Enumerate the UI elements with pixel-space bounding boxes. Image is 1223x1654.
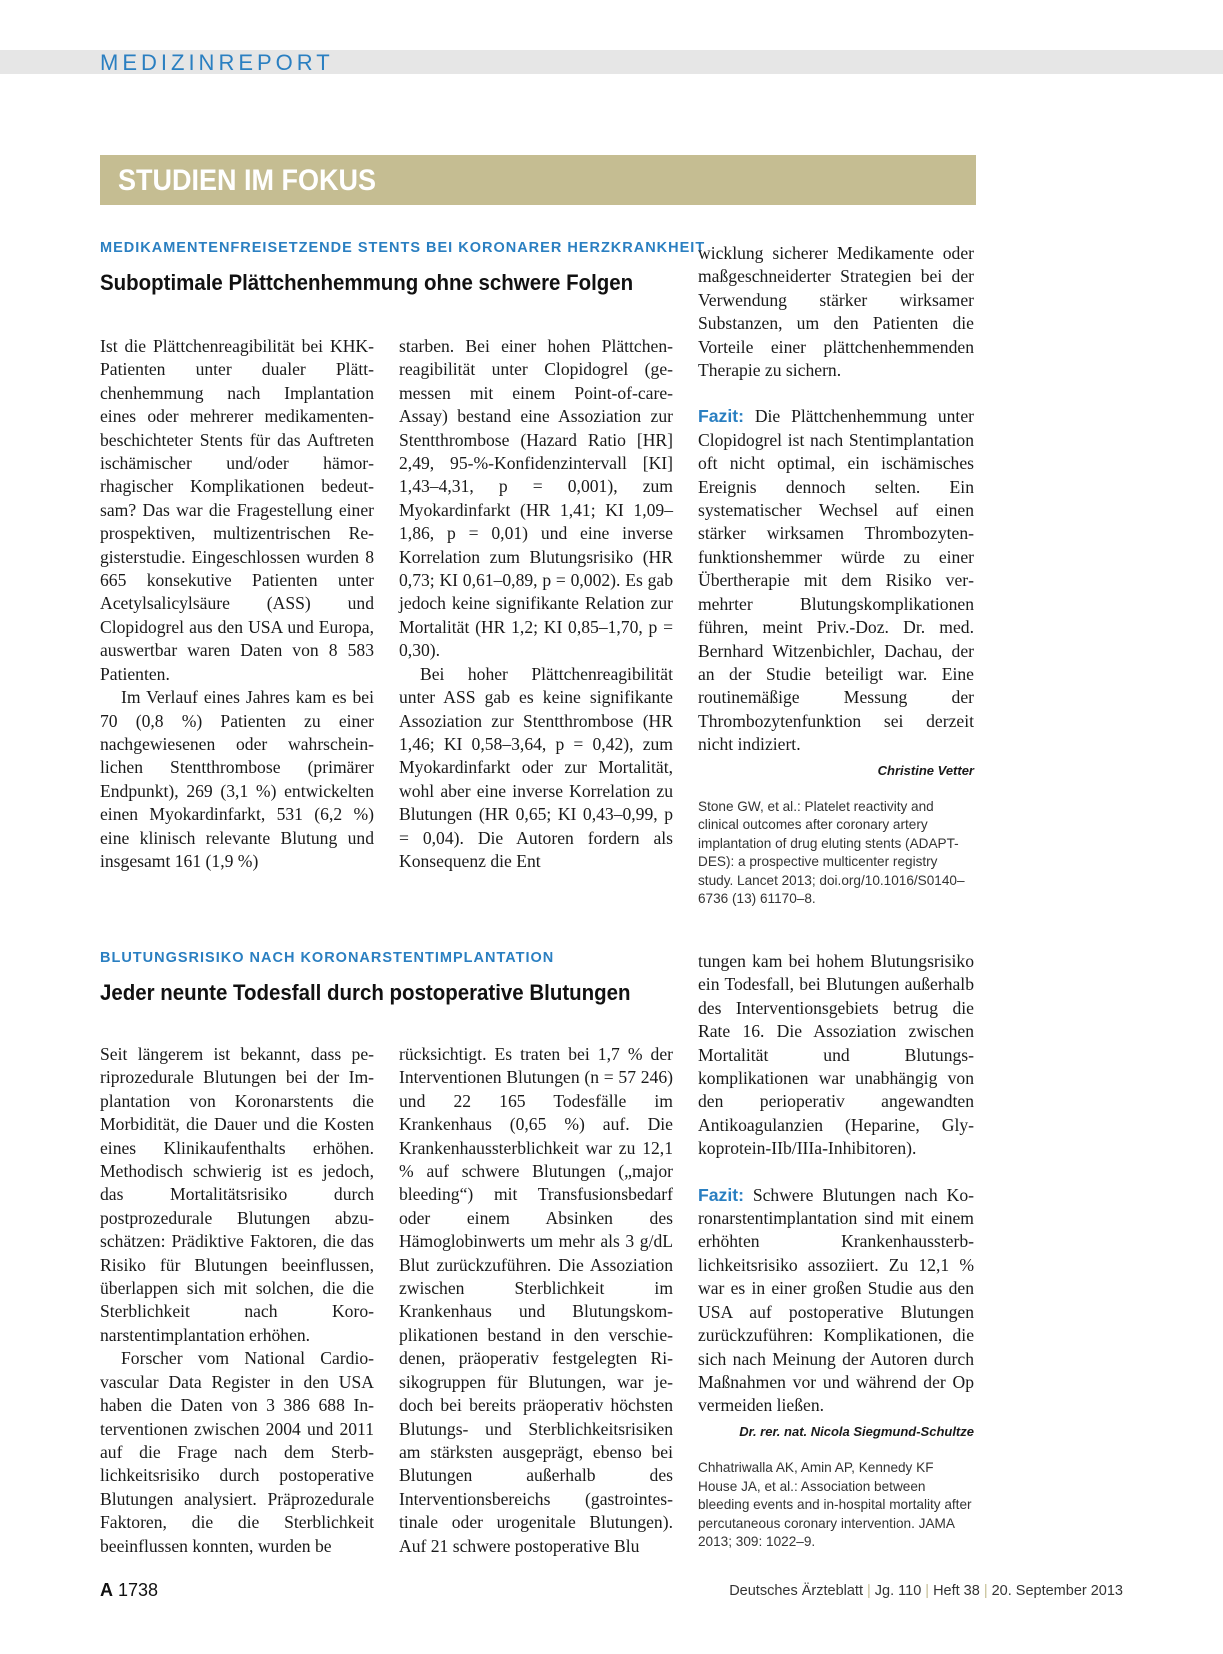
fazit-text: Schwere Blutungen nach Koronarstentimplantation sind mit einem erhöhten Krankenhaussterblichkeitsrisiko assoziiert. Zu 12,1 % war es in einer großen Studie aus den USA auf postoperative Blutungen zurückzuführen: Komplikationen, die sich nach Meinung der Autoren durch Maßnahmen vor und während der Op vermeiden ließen. (698, 1184, 974, 1416)
separator: | (983, 1583, 988, 1599)
page-prefix: A (100, 1580, 113, 1600)
article2-column-1 (100, 1043, 374, 1558)
section-label: MEDIZINREPORT (100, 50, 334, 75)
separator: | (867, 1583, 871, 1599)
article2-column-2 (399, 1043, 673, 1558)
article1-fazit (698, 405, 974, 756)
article2-paragraph: Seit längerem ist bekannt, dass periprozedurale Blutungen bei der Implantation von Koronarstents die Morbidität, die Dauer und die Kosten eines Klinikaufenthalts erhöhen. Methodisch schwierig ist es jedoch, das Mortalitätsrisiko durch postprozedurale Blutungen abzuschätzen: Prädiktive Faktoren, die das Risiko für Blutungen beeinflussen, überlappen sich mit solchen, die die Sterblichkeit nach Koronarstentimplantation erhöhen. (100, 1044, 374, 1345)
article2-column-3 (698, 950, 974, 1552)
article1-paragraph: Im Verlauf eines Jahres kam es bei 70 (0,8 %) Patienten zu einer nachgewiesenen oder wahrscheinlichen Stentthrombose (primärer Endpunkt), 269 (3,1 %) entwickelten einen Myokardinfarkt, 531 (6,2 %) eine klinisch relevante Blutung und insgesamt 161 (1,9 %) (100, 687, 374, 871)
focus-title: STUDIEN IM FOKUS (118, 164, 377, 197)
article2-reference: Chhatriwalla AK, Amin AP, Kennedy KF House JA, et al.: Association between bleeding events and in-hospital mortality after percutaneous coronary intervention. JAMA 2013; 309: 1022–9. (698, 1460, 972, 1550)
article1-author: Christine Vetter (877, 762, 974, 778)
journal-issue: Heft 38 (933, 1583, 980, 1599)
article2-author: Dr. rer. nat. Nicola Siegmund-Schultze (739, 1423, 974, 1439)
fazit-label: Fazit: (698, 1184, 744, 1205)
page-number (100, 1580, 158, 1601)
article2-kicker: BLUTUNGSRISIKO NACH KORONARSTENTIMPLANTATION (100, 950, 555, 966)
article1-paragraph: Ist die Plättchenreagibilität bei KHK-Patienten unter dualer Plättchenhemmung nach Implantation eines oder mehrerer medikamentenbeschichteter Stents für das Auftreten ischämischer und/oder hämorrhagischer Komplikationen bedeutsam? Das war die Fragestellung einer prospektiven, multizentrischen Registerstudie. Eingeschlossen wurden 8 665 konsekutive Patienten unter Acetylsalicylsäure (ASS) und Clopidogrel aus den USA und Europa, auswertbar waren Daten von 8 583 Patienten. (100, 336, 374, 684)
journal-name: Deutsches Ärzteblatt (729, 1583, 863, 1599)
page-number-value: 1738 (118, 1580, 159, 1600)
article1-column-2 (399, 335, 673, 873)
separator: | (925, 1583, 930, 1599)
journal-footer (729, 1583, 1123, 1599)
article2-paragraph: rücksichtigt. Es traten bei 1,7 % der Interventionen Blutungen (n = 57 246) und 22 165 Todesfälle im Krankenhaus (0,65 %) auf. Die Krankenhaussterblichkeit war zu 12,1 % auf schwere Blutungen („major bleeding“) mit Transfusionsbedarf oder einem Absinken des Hämoglobinwerts um mehr als 3 g/dL Blut zurückzuführen. Die Assoziation zwischen Sterblichkeit im Krankenhaus und Blutungskomplikationen bestand in den verschiedenen, präoperativ festgelegten Risikogruppen für Blutungen, war jedoch bei bereits präoperativ höchsten Blutungs- und Sterblichkeitsrisiken am stärksten ausgeprägt, ebenso bei Blutungen außerhalb des Interventionsbereichs (gastrointestinale oder urogenitale Blutungen). Auf 21 schwere postoperative Blu (399, 1044, 673, 1556)
fazit-label: Fazit: (698, 406, 744, 427)
article1-paragraph: wicklung sicherer Medikamente oder maßgeschneiderter Strategien bei der Verwendung stärker wirksamer Substanzen, um den Patienten die Vorteile einer plättchenhemmenden Therapie zu sichern. (698, 243, 974, 381)
article1-paragraph: Bei hoher Plättchenreagibilität unter ASS gab es keine signifikante Assoziation zur Stentthrombose (HR 1,46; KI 0,58–3,64, p = 0,42), zum Myokardinfarkt oder zur Mortalität, wohl aber eine inverse Korrelation zu Blutungen (HR 0,65; KI 0,43–0,99, p = 0,04). Die Autoren fordern als Konsequenz die Ent (399, 663, 673, 871)
article2-paragraph: Forscher vom National Cardiovascular Data Register in den USA haben die Daten von 3 386 688 Interventionen zwischen 2004 und 2011 auf die Frage nach dem Sterblichkeitsrisiko durch postoperative Blutungen analysiert. Präprozedurale Faktoren, die die Sterblichkeit beeinflussen konnten, wurden be (100, 1348, 374, 1556)
journal-volume: Jg. 110 (874, 1583, 922, 1599)
article2-paragraph: tungen kam bei hohem Blutungsrisiko ein Todesfall, bei Blutungen außerhalb des Interventionsgebiets betrug die Rate 16. Die Assoziation zwischen Mortalität und Blutungskomplikationen war unabhängig von den perioperativ angewandten Antikoagulanzien (Heparine, Glykoprotein-IIb/IIIa-Inhibitoren). (698, 951, 974, 1159)
article2-headline: Jeder neunte Todesfall durch postoperative Blutungen (100, 980, 631, 1005)
article1-headline: Suboptimale Plättchenhemmung ohne schwere Folgen (100, 270, 634, 295)
article1-column-3 (698, 242, 974, 909)
focus-banner (100, 155, 976, 205)
article1-column-1 (100, 335, 374, 873)
article1-paragraph: starben. Bei einer hohen Plättchenreagibilität unter Clopidogrel (gemessen mit einem Point-of-care-Assay) bestand eine Assoziation zur Stentthrombose (Hazard Ratio [HR] 2,49, 95-%-Konfidenzintervall [KI] 1,43–4,31, p = 0,001), zum Myokardinfarkt (HR 1,41; KI 1,09–1,86, p = 0,01) und eine inverse Korrelation zum Blutungsrisiko (HR 0,73; KI 0,61–0,89, p = 0,002). Es gab jedoch keine signifikante Relation zur Mortalität (HR 1,2; KI 0,85–1,70, p = 0,30). (399, 336, 673, 661)
journal-date: 20. September 2013 (991, 1583, 1123, 1599)
article1-kicker: MEDIKAMENTENFREISETZENDE STENTS BEI KORONARER HERZKRANKHEIT (100, 240, 706, 256)
article1-reference: Stone GW, et al.: Platelet reactivity and clinical outcomes after coronary artery implantation of drug eluting stents (ADAPT-DES): a prospective multicenter registry study. Lancet 2013; doi.org/10.1016/S0140–6736 (13) 61170–8. (698, 798, 965, 907)
fazit-text: Die Plättchenhemmung unter Clopidogrel ist nach Stentimplantation oft nicht optimal, ein ischämisches Ereignis dennoch selten. Ein systematischer Wechsel auf einen stärker wirksamen Thrombozytenfunktionshemmer würde zu einer Übertherapie mit dem Risiko vermehrter Blutungskomplikationen führen, meint Priv.-Doz. Dr. med. Bernhard Witzenbichler, Dachau, der an der Studie beteiligt war. Eine routinemäßige Messung der Thrombozytenfunktion sei derzeit nicht indiziert. (698, 406, 974, 755)
article2-fazit (698, 1184, 974, 1418)
